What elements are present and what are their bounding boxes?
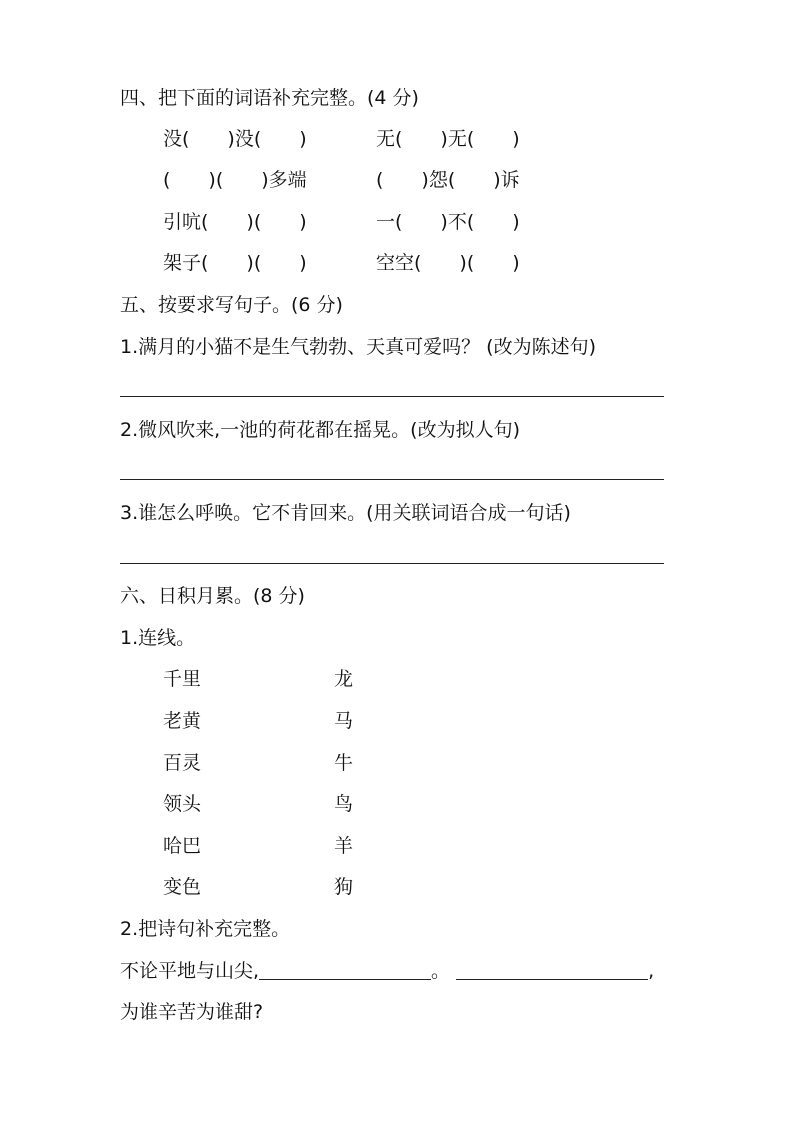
match-left-word[interactable]: 老黄 bbox=[163, 710, 202, 732]
poem-question-label: 2.把诗句补充完整。 bbox=[120, 918, 291, 940]
section-5-title: 五、按要求写句子。(6 分) bbox=[120, 294, 343, 316]
poem-mid: 。 bbox=[431, 960, 451, 982]
match-right-word[interactable]: 龙 bbox=[334, 668, 354, 690]
poem-start: 不论平地与山尖, bbox=[120, 960, 260, 982]
match-right-word[interactable]: 羊 bbox=[334, 835, 354, 857]
match-right-word[interactable]: 鸟 bbox=[334, 793, 354, 815]
poem-blank-1[interactable] bbox=[259, 959, 431, 980]
sentence-task-1: 1.满月的小猫不是生气勃勃、天真可爱吗？ (改为陈述句) bbox=[120, 336, 596, 358]
match-right-word[interactable]: 狗 bbox=[334, 876, 354, 898]
fill-row-3-left: 引吭( )( ) bbox=[163, 211, 307, 233]
match-right-word[interactable]: 马 bbox=[334, 710, 354, 732]
fill-row-2-right: ( )怨( )诉 bbox=[376, 169, 520, 191]
poem-end: , bbox=[648, 960, 655, 982]
fill-row-2-left: ( )( )多端 bbox=[163, 169, 307, 191]
match-question-label: 1.连线。 bbox=[120, 627, 196, 649]
sentence-task-3: 3.谁怎么呼唤。它不肯回来。(用关联词语合成一句话) bbox=[120, 502, 571, 524]
match-left-word[interactable]: 哈巴 bbox=[163, 835, 202, 857]
fill-row-1-right: 无( )无( ) bbox=[376, 128, 520, 150]
answer-line-2[interactable] bbox=[120, 479, 664, 480]
poem-line bbox=[120, 959, 654, 983]
sentence-task-2: 2.微风吹来,一池的荷花都在摇晃。(改为拟人句) bbox=[120, 419, 520, 441]
match-left-word[interactable]: 领头 bbox=[163, 793, 202, 815]
answer-line-1[interactable] bbox=[120, 396, 664, 397]
fill-row-4-right: 空空( )( ) bbox=[376, 252, 520, 274]
match-left-word[interactable]: 百灵 bbox=[163, 752, 202, 774]
fill-row-4-left: 架子( )( ) bbox=[163, 252, 307, 274]
match-left-word[interactable]: 千里 bbox=[163, 668, 202, 690]
fill-row-3-right: 一( )不( ) bbox=[376, 211, 520, 233]
fill-row-1-left: 没( )没( ) bbox=[163, 128, 307, 150]
match-left-word[interactable]: 变色 bbox=[163, 876, 202, 898]
section-4-title: 四、把下面的词语补充完整。(4 分) bbox=[120, 87, 419, 109]
poem-last-line: 为谁辛苦为谁甜? bbox=[120, 1001, 264, 1023]
answer-line-3[interactable] bbox=[120, 563, 664, 564]
match-right-word[interactable]: 牛 bbox=[334, 752, 354, 774]
poem-blank-2[interactable] bbox=[456, 959, 648, 980]
section-6-title: 六、日积月累。(8 分) bbox=[120, 585, 305, 607]
